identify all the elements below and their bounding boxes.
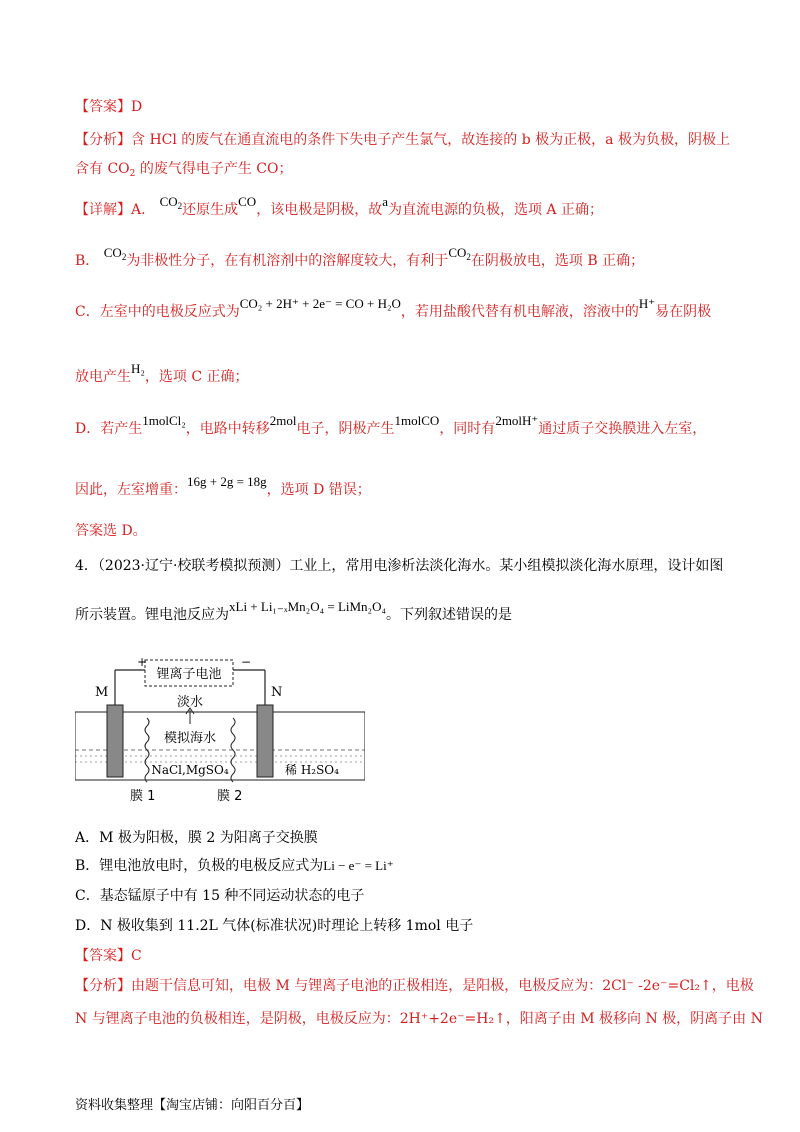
detail-text: D．若产生 bbox=[75, 421, 143, 437]
analysis-text: 的废气得电子产生 CO； bbox=[135, 161, 293, 177]
formula-2mol: 2mol bbox=[269, 413, 297, 428]
q3-analysis-line-1 bbox=[75, 131, 730, 149]
q3-detail-A bbox=[75, 194, 603, 219]
formula-equation: CO₂ + 2H⁺ + 2e⁻ = CO + H₂O bbox=[239, 296, 401, 311]
detail-text: ，同时有 bbox=[439, 421, 496, 437]
q4-option-B bbox=[75, 857, 394, 875]
analysis-text: 含 HCl 的废气在通直流电的条件下失电子产生氯气，故连接的 b 极为正极，a 极为负极，阴极上 bbox=[131, 132, 730, 148]
q4-option-C: C．基态锰原子中有 15 种不同运动状态的电子 bbox=[75, 888, 365, 904]
detail-text: 还原生成 bbox=[182, 202, 239, 218]
electrodialysis-diagram bbox=[75, 650, 365, 840]
detail-text: 为非极性分子，在有机溶剂中的溶解度较大，有利于 bbox=[126, 253, 449, 269]
formula-cl2: 1molCl₂ bbox=[142, 413, 186, 428]
formula-equation: 16g + 2g = 18g bbox=[187, 474, 267, 489]
detail-text: A． bbox=[131, 202, 156, 218]
detail-text: ，若用盐酸代替有机电解液，溶液中的 bbox=[400, 304, 639, 320]
detail-text: ，电路中转移 bbox=[185, 421, 270, 437]
formula-h-plus: H⁺ bbox=[638, 296, 656, 311]
q4-analysis-line-1 bbox=[75, 977, 754, 995]
detail-text: 为直流电源的负极，选项 A 正确； bbox=[387, 202, 603, 218]
salts-label: NaCl,MgSO₄ bbox=[151, 763, 229, 777]
analysis-label: 【分析】 bbox=[75, 978, 131, 994]
q3-option-D-cont bbox=[75, 474, 371, 499]
detail-text: 电子，阴极产生 bbox=[296, 421, 395, 437]
detail-text: ，选项 D 错误； bbox=[266, 482, 371, 498]
detail-text: 因此，左室增重： bbox=[75, 482, 187, 498]
formula-co2: $CO_2$ bbox=[103, 245, 127, 262]
q4-option-D: D．N 极收集到 11.2L 气体(标准状况)时理论上转移 1mol 电子 bbox=[75, 918, 474, 934]
formula-text: CO bbox=[159, 194, 178, 209]
formula-a: a bbox=[382, 194, 388, 209]
membrane-2-label: 膜 2 bbox=[217, 789, 243, 804]
detail-text: C．左室中的电极反应式为 bbox=[75, 304, 240, 320]
q4-answer-line bbox=[75, 947, 142, 965]
membrane-1-label: 膜 1 bbox=[130, 789, 156, 804]
formula-text: CO bbox=[448, 245, 467, 260]
formula-text: CO bbox=[103, 245, 122, 260]
plus-sign: + bbox=[137, 655, 148, 669]
battery-label: 锂离子电池 bbox=[156, 667, 222, 682]
detail-text: B． bbox=[75, 253, 100, 269]
label-M: M bbox=[95, 685, 109, 700]
formula-equation: Li − e⁻ = Li⁺ bbox=[323, 858, 394, 873]
formula-co2: $CO_2$ bbox=[448, 245, 471, 262]
analysis-label: 【分析】 bbox=[75, 132, 131, 148]
fresh-water-label: 淡水 bbox=[176, 695, 204, 710]
formula-h2: H₂ bbox=[131, 361, 145, 376]
q4-stem-2 bbox=[75, 599, 513, 624]
answer-value: D bbox=[131, 99, 143, 115]
subscript: 2 bbox=[129, 169, 136, 179]
answer-label: 【答案】 bbox=[75, 99, 131, 115]
page-footer: 资料收集整理【淘宝店铺：向阳百分百】 bbox=[75, 1098, 310, 1113]
detail-text: 通过质子交换膜进入左室， bbox=[538, 421, 707, 437]
seawater-label: 模拟海水 bbox=[163, 731, 217, 746]
stem-text: 。下列叙述错误的是 bbox=[386, 607, 513, 623]
detail-label: 【详解】 bbox=[75, 202, 131, 218]
q4-stem-1: 4．（2023·辽宁·校联考模拟预测）工业上，常用电渗析法淡化海水。某小组模拟淡化海水原理，设计如图 bbox=[75, 558, 724, 574]
formula-co: 1molCO bbox=[394, 413, 440, 428]
formula-co2: $CO_2$ bbox=[159, 194, 183, 211]
analysis-text: 由题干信息可知，电极 M 与锂离子电池的正极相连，是阳极，电极反应为：2Cl⁻ -2e⁻=Cl₂↑，电极 bbox=[131, 978, 754, 994]
electrode-M bbox=[107, 705, 123, 777]
stem-text: 所示装置。锂电池反应为 bbox=[75, 607, 229, 623]
detail-text: ，选项 C 正确； bbox=[144, 369, 249, 385]
formula-co: CO bbox=[238, 194, 257, 209]
q4-analysis-line-2: N 与锂离子电池的负极相连，是阴极，电极反应为：2H⁺+2e⁻=H₂↑，阳离子由 M 极移向 N 极，阴离子由 N bbox=[75, 1011, 763, 1027]
detail-text: 在阴极放电，选项 B 正确； bbox=[470, 253, 645, 269]
formula-h-plus: 2molH⁺ bbox=[495, 413, 539, 428]
q3-option-C-cont bbox=[75, 361, 249, 386]
minus-sign: − bbox=[241, 655, 252, 669]
analysis-text: 含有 CO bbox=[75, 161, 130, 177]
detail-text: ，该电极是阴极，故 bbox=[256, 202, 383, 218]
acid-label: 稀 H₂SO₄ bbox=[285, 763, 339, 777]
answer-value: C bbox=[131, 948, 142, 964]
q3-option-C bbox=[75, 296, 712, 321]
answer-label: 【答案】 bbox=[75, 948, 131, 964]
q3-option-B bbox=[75, 245, 645, 270]
detail-text: 放电产生 bbox=[75, 369, 131, 385]
q4-option-A: A．M 极为阳极，膜 2 为阳离子交换膜 bbox=[75, 830, 318, 846]
q3-analysis-line-2 bbox=[75, 160, 292, 178]
q3-option-D bbox=[75, 413, 707, 438]
q3-final: 答案选 D。 bbox=[75, 523, 147, 539]
detail-text: 易在阴极 bbox=[655, 304, 712, 320]
label-N: N bbox=[271, 685, 283, 700]
formula-equation: xLi + Li₁₋ₓMn₂O₄ = LiMn₂O₄ bbox=[229, 599, 387, 614]
electrode-N bbox=[257, 705, 273, 777]
option-text: B．锂电池放电时，负极的电极反应式为 bbox=[75, 858, 324, 874]
q3-answer-line bbox=[75, 98, 142, 116]
